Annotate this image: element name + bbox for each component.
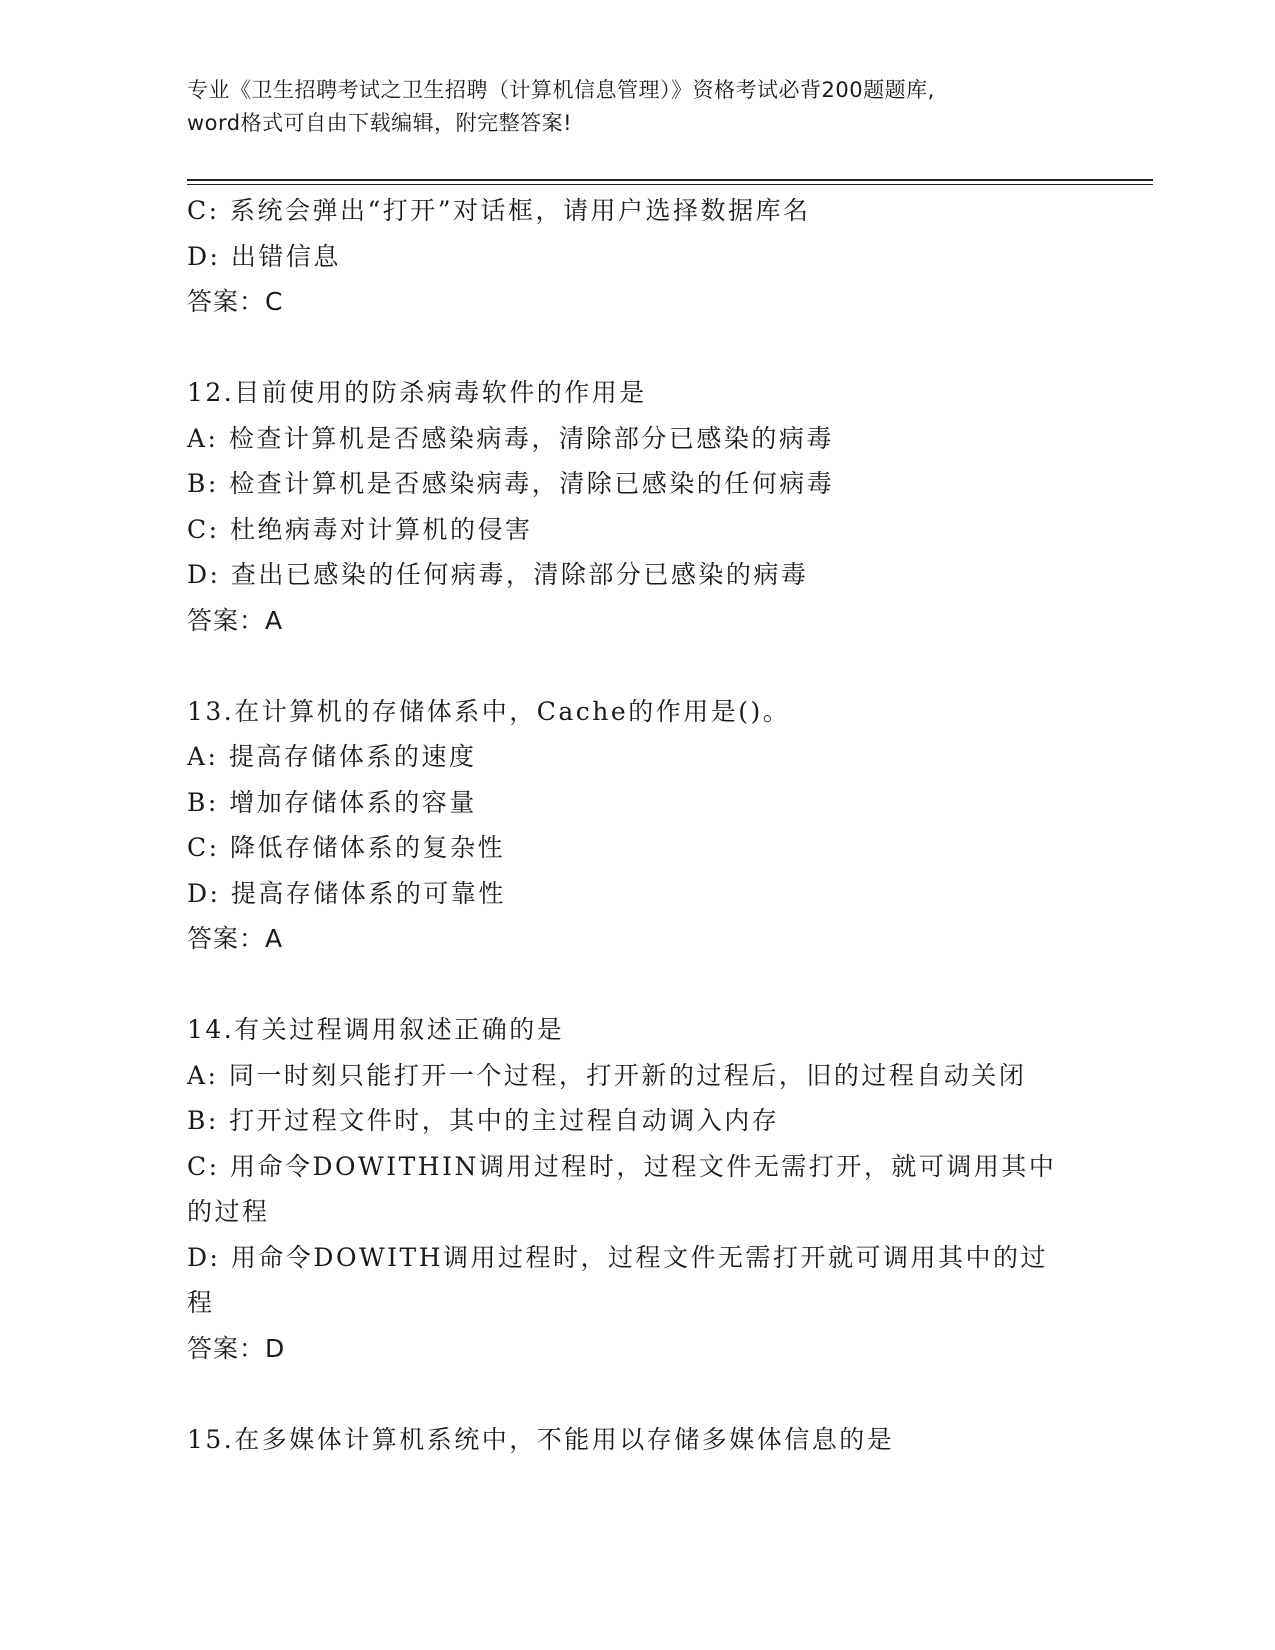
answer: 答案：D [187,1333,286,1363]
header-title-line-1: 专业《卫生招聘考试之卫生招聘（计算机信息管理）》资格考试必背200题题库, [187,78,935,102]
question-stem: 13.在计算机的存储体系中，Cache的作用是()。 [187,696,791,726]
spacer [187,962,1087,1008]
document-header [187,74,1087,140]
answer: 答案：A [187,605,284,635]
question-12 [187,370,1087,643]
option-c-line-2: 的过程 [187,1197,270,1226]
question-stem: 12.目前使用的防杀病毒软件的作用是 [187,378,647,407]
question-stem: 15.在多媒体计算机系统中，不能用以存储多媒体信息的是 [187,1424,895,1454]
header-rule-thin [187,184,1153,185]
option-b: B: 打开过程文件时，其中的主过程自动调入内存 [187,1106,780,1135]
question-14 [187,1007,1087,1371]
option-b: B: 增加存储体系的容量 [187,787,477,817]
option-d: D: 出错信息 [187,241,341,271]
question-13 [187,689,1087,962]
option-c-line-1: C: 用命令DOWITHIN调用过程时，过程文件无需打开，就可调用其中 [187,1151,1057,1181]
option-d-line-2: 程 [187,1288,215,1317]
option-d: D: 查出已感染的任何病毒，清除部分已感染的病毒 [187,560,809,589]
option-a: A: 检查计算机是否感染病毒，清除部分已感染的病毒 [187,423,834,453]
question-stem: 14.有关过程调用叙述正确的是 [187,1015,565,1044]
spacer [187,325,1087,371]
question-content [187,188,1087,1462]
option-a: A: 同一时刻只能打开一个过程，打开新的过程后，旧的过程自动关闭 [187,1060,1027,1090]
answer: 答案：C [187,287,284,316]
option-b: B: 检查计算机是否感染病毒，清除已感染的任何病毒 [187,469,835,498]
option-c: C: 系统会弹出“打开”对话框，请用户选择数据库名 [187,196,811,225]
spacer [187,1371,1087,1417]
answer: 答案：A [187,924,284,953]
header-title-line-2: word格式可自由下载编辑，附完整答案! [187,111,573,135]
question-11-continued [187,188,1087,325]
option-d: D: 提高存储体系的可靠性 [187,878,506,908]
option-d-line-1: D: 用命令DOWITH调用过程时，过程文件无需打开就可调用其中的过 [187,1242,1049,1272]
option-c: C: 降低存储体系的复杂性 [187,833,505,862]
question-15 [187,1417,1087,1463]
option-c: C: 杜绝病毒对计算机的侵害 [187,514,533,544]
header-rule-thick [187,179,1153,181]
spacer [187,643,1087,689]
option-a: A: 提高存储体系的速度 [187,742,477,771]
